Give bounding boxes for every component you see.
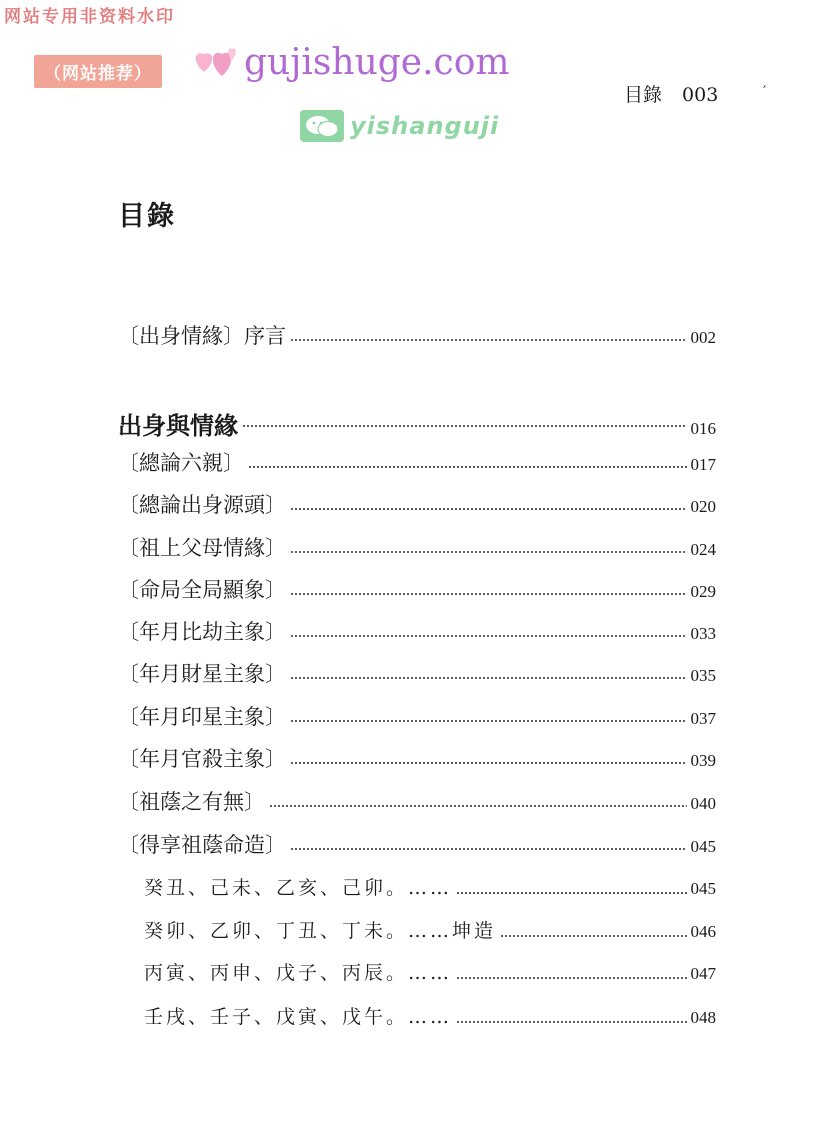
running-header <box>624 80 718 107</box>
leader-dots <box>290 551 687 553</box>
leader-dots <box>290 508 687 510</box>
leader-dots <box>456 892 686 894</box>
toc-entry <box>118 829 716 859</box>
leader-dots <box>290 677 687 679</box>
site-url-watermark: gujishuge.com <box>244 42 510 83</box>
header-mark: ′ <box>763 84 767 100</box>
toc-subentry <box>144 916 716 946</box>
wechat-id-watermark: yishanguji <box>350 112 500 140</box>
toc-entry-page: 020 <box>690 497 716 516</box>
toc-entry <box>118 489 716 519</box>
toc-entry-label: 〔命局全局顯象〕 <box>118 578 286 602</box>
toc-subentry <box>144 873 716 903</box>
watermark-top-text: 网站专用非资料水印 <box>4 7 175 27</box>
toc-entry-page: 024 <box>690 540 716 559</box>
toc-entry-label: 〔總論出身源頭〕 <box>118 493 286 517</box>
toc-subentry <box>144 958 716 988</box>
recommend-badge: （网站推荐） <box>34 55 162 88</box>
toc-entry-page: 037 <box>690 709 716 728</box>
toc-entry-label: 〔出身情緣〕序言 <box>118 324 286 348</box>
toc-entry-page: 039 <box>690 751 716 770</box>
toc-entry-page: 040 <box>690 794 716 813</box>
leader-dots <box>242 425 687 427</box>
header-page-number: 003 <box>682 84 719 106</box>
leader-dots <box>456 977 686 979</box>
toc-entry-page: 046 <box>690 922 716 941</box>
toc-entry-label: 癸丑、己未、乙亥、己卯。…… <box>144 877 453 899</box>
toc-entry-label: 〔祖上父母情緣〕 <box>118 536 286 560</box>
toc-entry-label: 出身與情緣 <box>118 412 238 440</box>
toc-entry-label: 〔年月比劫主象〕 <box>118 620 286 644</box>
toc-entry <box>118 701 716 731</box>
toc-entry-label: 壬戌、壬子、戊寅、戊午。…… <box>144 1006 453 1028</box>
toc-entry-page: 048 <box>690 1008 716 1027</box>
toc-entry <box>118 786 716 816</box>
toc-entry-label: 癸卯、乙卯、丁丑、丁未。……坤造 <box>144 920 497 942</box>
leader-dots <box>500 935 686 937</box>
leader-dots <box>290 635 687 637</box>
toc-entry <box>118 574 716 604</box>
toc-entry <box>118 447 716 477</box>
toc-entry-page: 045 <box>690 879 716 898</box>
toc-entry-page: 047 <box>690 964 716 983</box>
toc-entry-page: 029 <box>690 582 716 601</box>
toc-entry-label: 丙寅、丙申、戊子、丙辰。…… <box>144 962 453 984</box>
toc-entry-page: 045 <box>690 837 716 856</box>
toc-heading <box>118 406 716 440</box>
wechat-icon <box>300 110 344 142</box>
page-title: 目錄 <box>118 201 176 232</box>
leader-dots <box>269 805 687 807</box>
toc-entry-label: 〔年月財星主象〕 <box>118 662 286 686</box>
toc-entry-page: 002 <box>690 328 716 347</box>
toc-entry-label: 〔年月印星主象〕 <box>118 705 286 729</box>
toc-entry <box>118 658 716 688</box>
toc-entry <box>118 616 716 646</box>
toc-entry <box>118 743 716 773</box>
leader-dots <box>248 466 687 468</box>
toc-entry-page: 017 <box>690 455 716 474</box>
leader-dots <box>290 762 687 764</box>
toc-subentry <box>144 1002 716 1032</box>
leader-dots <box>290 720 687 722</box>
toc-entry-label: 〔祖蔭之有無〕 <box>118 790 265 814</box>
leader-dots <box>456 1021 686 1023</box>
toc-entry-page: 016 <box>690 419 716 438</box>
leader-dots <box>290 848 687 850</box>
toc-entry <box>118 320 716 350</box>
toc-entry-page: 035 <box>690 666 716 685</box>
toc-entry-label: 〔得享祖蔭命造〕 <box>118 833 286 857</box>
toc-entry <box>118 532 716 562</box>
toc-entry-label: 〔年月官殺主象〕 <box>118 747 286 771</box>
leader-dots <box>290 339 687 341</box>
leader-dots <box>290 593 687 595</box>
hearts-icon <box>192 42 242 82</box>
toc-entry-label: 〔總論六親〕 <box>118 451 244 475</box>
header-section: 目錄 <box>624 84 663 106</box>
toc-entry-page: 033 <box>690 624 716 643</box>
